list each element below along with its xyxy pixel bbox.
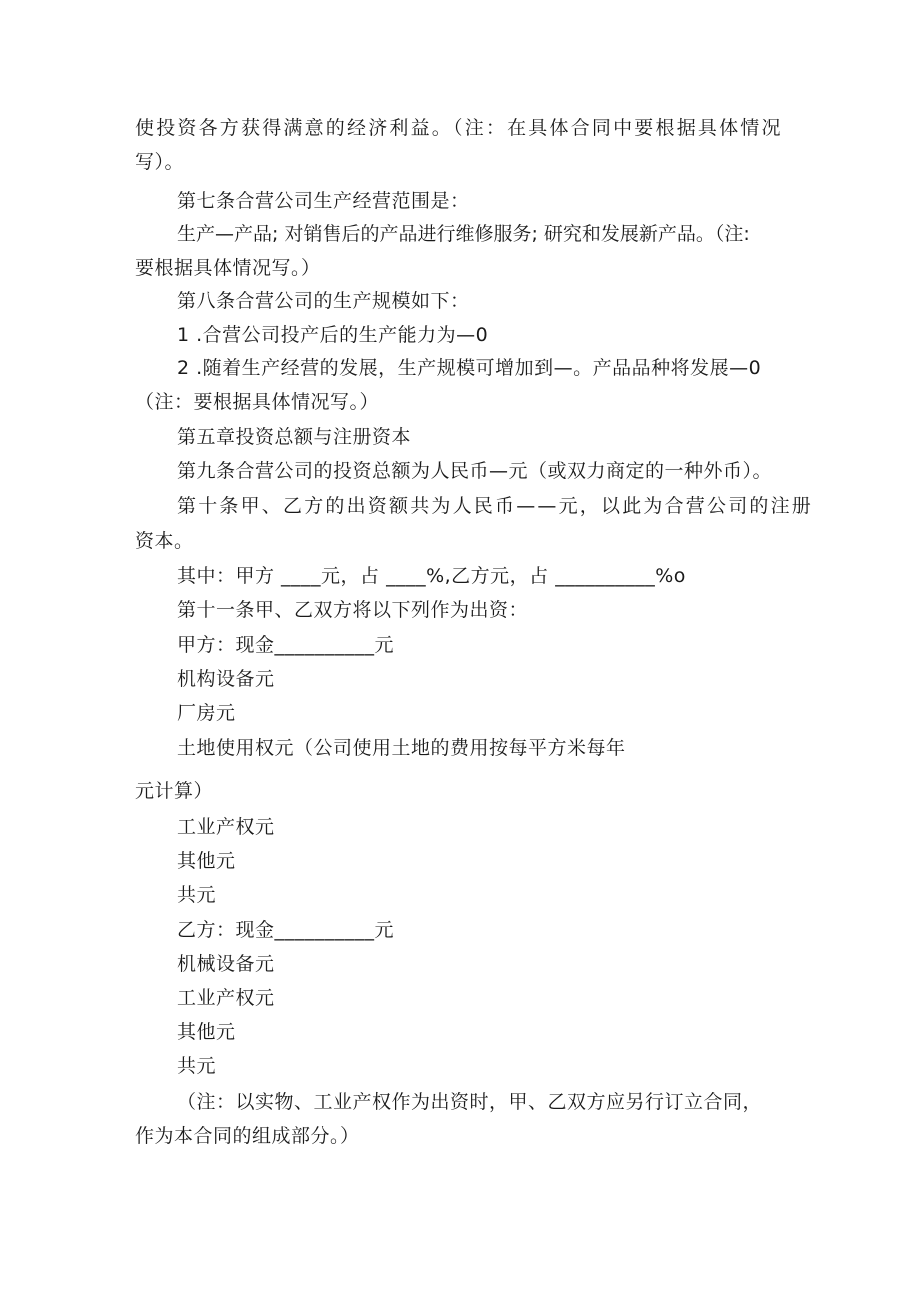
text-line: 1 .合营公司投产后的生产能力为—0 <box>177 324 489 346</box>
text-line: 工业产权元 <box>177 816 275 838</box>
text-line: 工业产权元 <box>177 987 275 1009</box>
text-line: 机构设备元 <box>177 668 275 690</box>
text-line: 写）。 <box>135 151 185 173</box>
text-line: 2 .随着生产经营的发展，生产规模可增加到—。产品品种将发展—0 <box>177 357 762 379</box>
text-line: 第七条合营公司生产经营范围是： <box>177 190 470 212</box>
text-line: 元计算） <box>135 780 214 802</box>
text-line: 其他元 <box>177 1021 236 1043</box>
text-line: 使投资各方获得满意的经济利益。（注：在具体合同中要根据具体情况 <box>135 117 783 139</box>
text-line: 厂房元 <box>177 702 236 724</box>
text-line: 作为本合同的组成部分。） <box>135 1125 360 1147</box>
text-line: 乙方：现金__________元 <box>177 919 395 941</box>
text-line: 要根据具体情况写。） <box>135 257 321 279</box>
text-line: 生产—产品; 对销售后的产品进行维修服务; 研究和发展新产品。（注: <box>177 223 750 245</box>
text-line: 甲方：现金__________元 <box>177 634 395 656</box>
text-line: 第十一条甲、乙双方将以下列作为出资： <box>177 599 529 621</box>
text-line: （注：以实物、工业产权作为出资时，甲、乙双方应另行订立合同， <box>177 1091 763 1113</box>
text-line: 土地使用权元（公司使用土地的费用按每平方米每年 <box>177 737 626 759</box>
text-line: 共元 <box>177 884 217 906</box>
text-line: 其他元 <box>177 850 236 872</box>
text-line: （注：要根据具体情况写。） <box>135 391 380 413</box>
text-line: 第十条甲、乙方的出资额共为人民币——元，以此为合营公司的注册 <box>177 495 814 517</box>
section-heading: 第五章投资总额与注册资本 <box>177 426 412 448</box>
text-line: 第八条合营公司的生产规模如下： <box>177 290 470 312</box>
text-line: 机械设备元 <box>177 953 275 975</box>
text-line: 其中：甲方 ____元，占 ____%,乙方元，占 __________%o <box>177 565 686 587</box>
text-line: 共元 <box>177 1055 217 1077</box>
text-line: 第九条合营公司的投资总额为人民币—元（或双力商定的一种外币）。 <box>177 460 773 482</box>
text-line: 资本。 <box>135 530 194 552</box>
